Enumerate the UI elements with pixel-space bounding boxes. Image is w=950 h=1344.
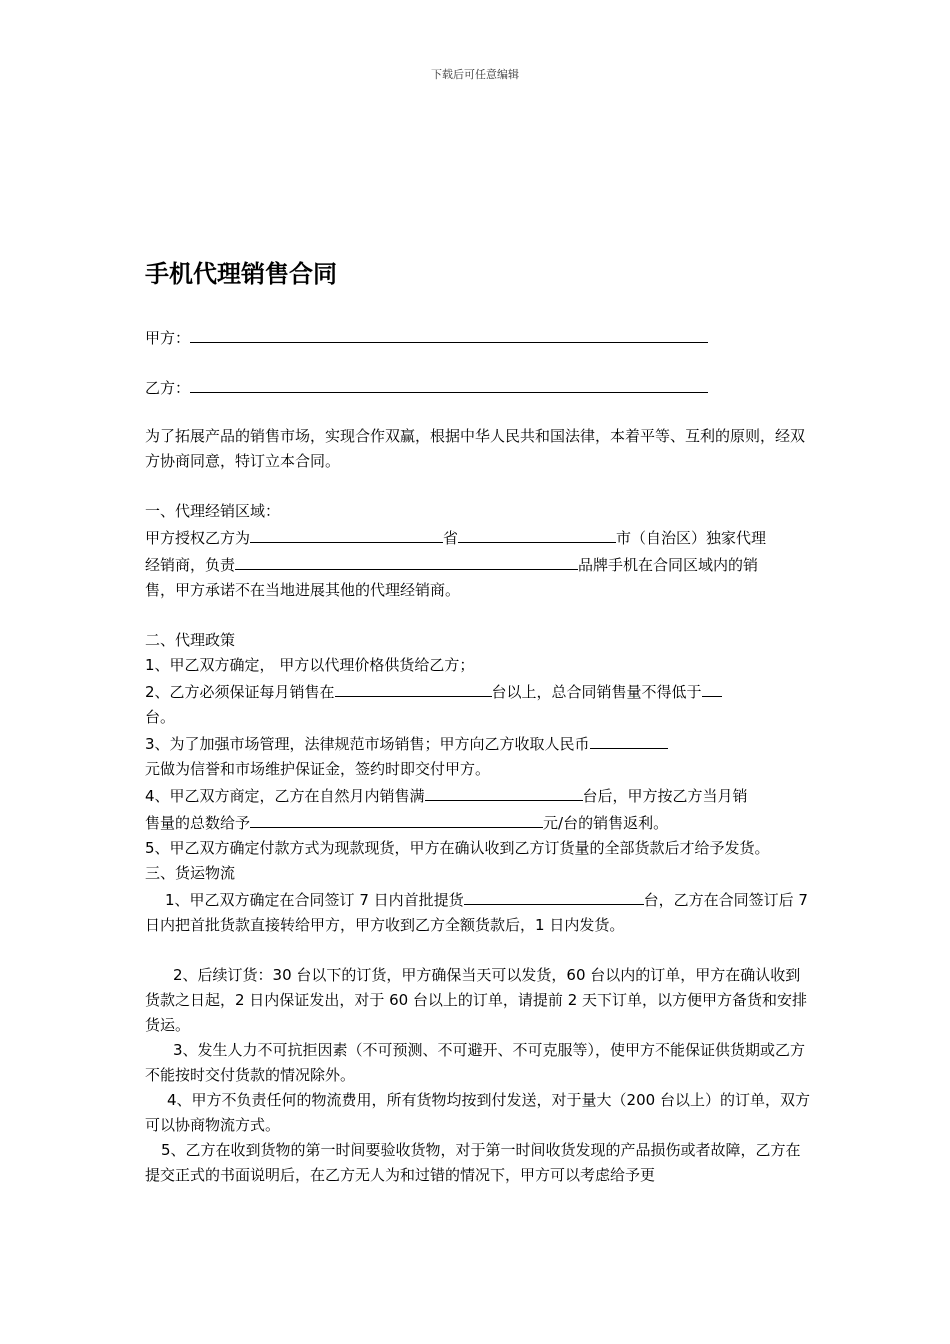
party-b-label: 乙方： [145, 379, 191, 397]
party-a-line [145, 324, 810, 349]
total-sales-blank[interactable] [702, 678, 722, 697]
rebate-blank[interactable] [250, 809, 543, 828]
section1-line3: 售，甲方承诺不在当地进展其他的代理经销商。 [145, 581, 461, 599]
section2-item4 [145, 782, 810, 809]
party-a-label: 甲方： [145, 329, 191, 347]
section2-item2-end: 台。 [145, 708, 176, 726]
section1-text-d: 经销商，负责 [145, 556, 236, 574]
contract-document [145, 258, 810, 1188]
section1-text-a: 甲方授权乙方为 [145, 529, 251, 547]
section3-item4: 4、甲方不负责任何的物流费用，所有货物均按到付发送，对于量大（200 台以上）的订单，双方可以协商物流方式。 [145, 1091, 810, 1134]
section2-item3 [145, 730, 810, 757]
section2-item4-line2 [145, 809, 810, 836]
section3-item3: 3、发生人力不可抗拒因素（不可预测、不可避开、不可克服等），使甲方不能保证供货期或乙方不能按时交付货款的情况除外。 [145, 1041, 806, 1084]
section1-heading: 一、代理经销区域： [145, 502, 281, 520]
section1-text-e: 品牌手机在合同区域内的销 [578, 556, 759, 574]
section1-text-b: 省 [443, 529, 459, 547]
section2-item4-text-c: 售量的总数给予 [145, 814, 251, 832]
party-a-blank[interactable] [190, 324, 708, 343]
section3-heading: 三、货运物流 [145, 864, 236, 882]
section3-item1-text-b: 台，乙方在合同签订后 7 日内把首批货款直接转给甲方，甲方收到乙方全额货款后，1 日内发货。 [145, 891, 808, 934]
section2-item2-text-a: 2、乙方必须保证每月销售在 [145, 683, 335, 701]
monthly-target-blank[interactable] [425, 782, 583, 801]
deposit-blank[interactable] [590, 730, 668, 749]
section2-heading: 二、代理政策 [145, 631, 236, 649]
section1-line2 [145, 551, 810, 578]
section2-item2 [145, 678, 810, 705]
section1-line1 [145, 524, 810, 551]
city-blank[interactable] [458, 524, 616, 543]
section1-text-c: 市（自治区）独家代理 [616, 529, 767, 547]
section2-item3-end: 元做为信誉和市场维护保证金，签约时即交付甲方。 [145, 760, 491, 778]
intro-paragraph: 为了拓展产品的销售市场，实现合作双赢，根据中华人民共和国法律，本着平等、互利的原则，经双方协商同意，特订立本合同。 [145, 427, 806, 470]
province-blank[interactable] [250, 524, 443, 543]
first-batch-blank[interactable] [464, 886, 644, 905]
party-b-blank[interactable] [190, 374, 708, 393]
section2-item1: 1、甲乙双方确定， 甲方以代理价格供货给乙方； [145, 656, 475, 674]
section2-item4-text-b: 台后，甲方按乙方当月销 [582, 787, 748, 805]
section2-item5: 5、甲乙双方确定付款方式为现款现货，甲方在确认收到乙方订货量的全部货款后才给予发货。 [145, 839, 770, 857]
section3-item1 [145, 886, 810, 938]
document-title: 手机代理销售合同 [145, 260, 337, 288]
header-note: 下载后可任意编辑 [431, 68, 519, 81]
section2-item4-text-d: 元/台的销售返利。 [543, 814, 669, 832]
section3-item2: 2、后续订货：30 台以下的订货，甲方确保当天可以发货，60 台以内的订单，甲方在确认收到货款之日起，2 日内保证发出，对于 60 台以上的订单，请提前 2 天下订单，以方便甲方备货和安排货运。 [145, 966, 808, 1034]
section3-item5: 5、乙方在收到货物的第一时间要验收货物，对于第一时间收货发现的产品损伤或者故障，乙方在提交正式的书面说明后，在乙方无人为和过错的情况下，甲方可以考虑给予更 [145, 1141, 801, 1184]
section3-item1-text-a: 1、甲乙双方确定在合同签订 7 日内首批提货 [165, 891, 464, 909]
brand-blank[interactable] [235, 551, 578, 570]
monthly-sales-blank[interactable] [335, 678, 492, 697]
party-b-line [145, 374, 810, 399]
section2-item2-text-b: 台以上，总合同销售量不得低于 [491, 683, 702, 701]
section2-item4-text-a: 4、甲乙双方商定，乙方在自然月内销售满 [145, 787, 425, 805]
section2-item3-text-a: 3、为了加强市场管理，法律规范市场销售；甲方向乙方收取人民币 [145, 735, 590, 753]
